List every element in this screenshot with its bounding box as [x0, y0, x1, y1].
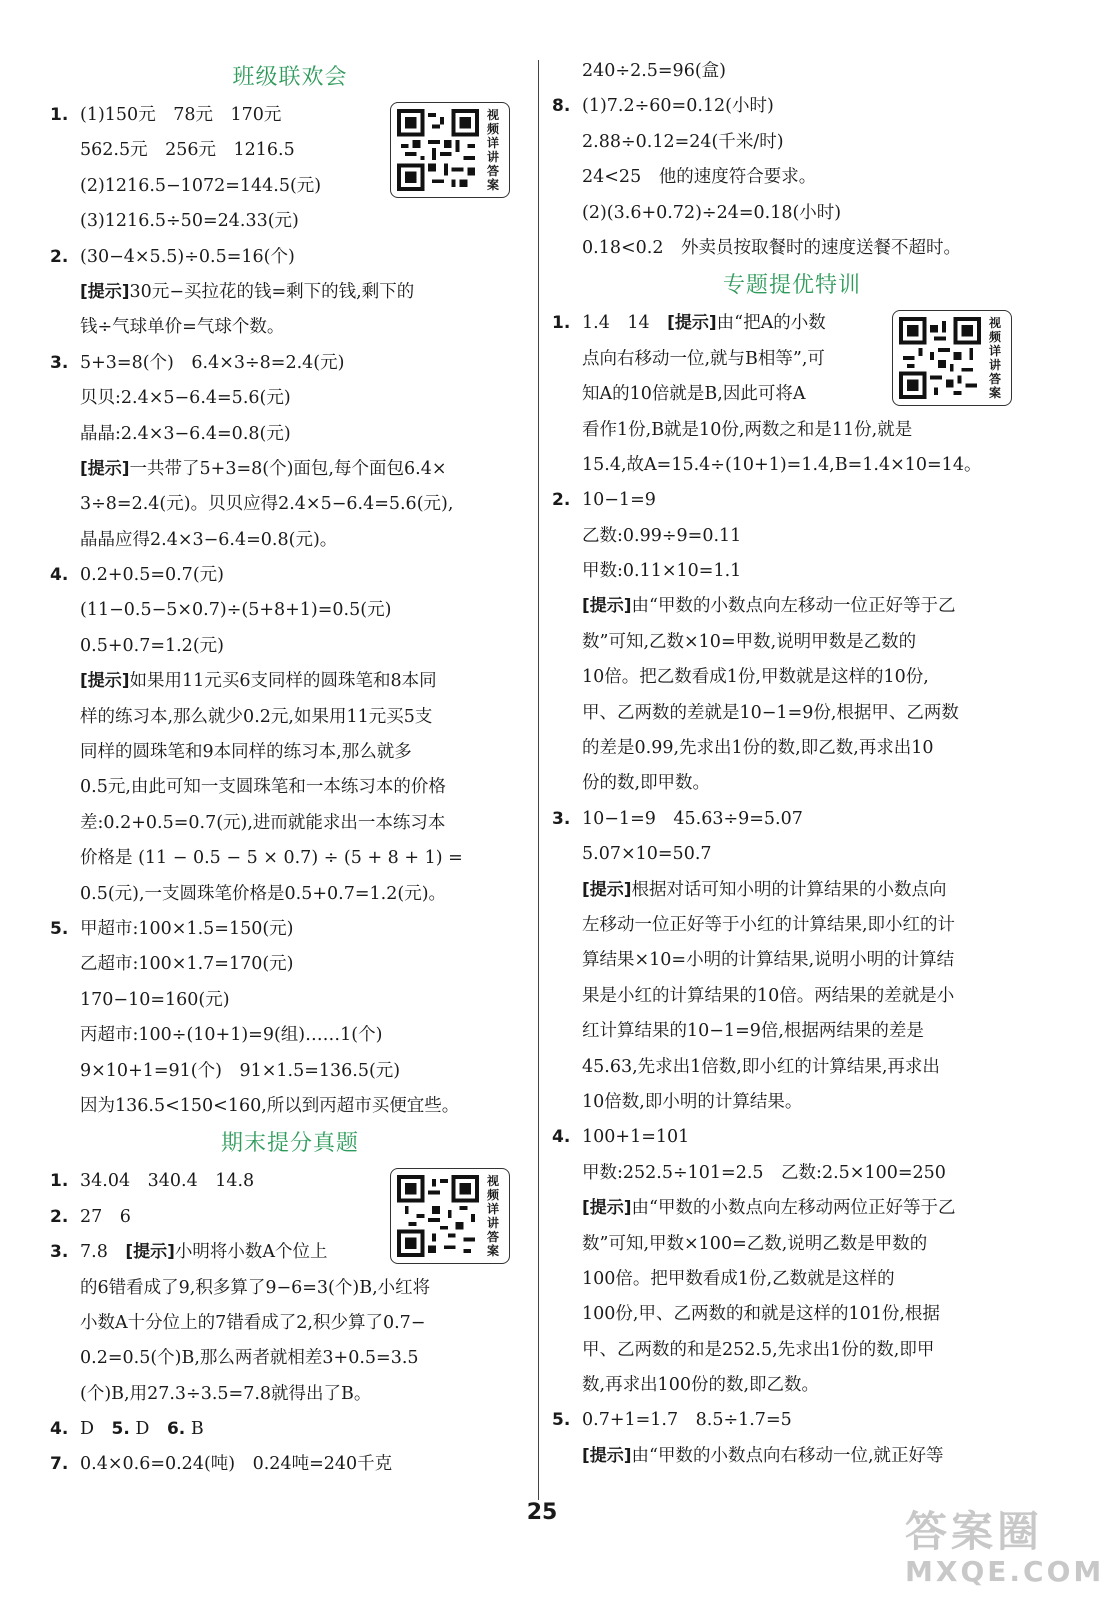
hint-line: 价格是 (11 − 0.5 − 5 × 0.7) ÷ (5 + 8 + 1) =	[80, 848, 463, 869]
answer-line: 2. 10−1=9	[552, 483, 1032, 518]
hint-line: 差:0.2+0.5=0.7(元),进而就能求出一本练习本	[80, 812, 446, 833]
qr-caption: 视频详讲答案	[486, 1174, 499, 1258]
question-number: 6.	[166, 1419, 186, 1440]
qr-caption: 视频详讲答案	[988, 316, 1001, 400]
question-number: 3.	[50, 352, 69, 373]
hint-line: 10倍数,即小明的计算结果。	[582, 1091, 803, 1112]
watermark-logo	[905, 1507, 1104, 1596]
hint-line: 0.2=0.5(个)B,那么两者就相差3+0.5=3.5	[80, 1348, 419, 1369]
answer-line: 240÷2.5=96(盒)	[582, 61, 726, 81]
question-number: 7.	[50, 1454, 69, 1475]
answer-line: 5. 0.7+1=1.7 8.5÷1.7=5	[552, 1403, 1032, 1438]
hint-line: 钱÷气球单价=气球个数。	[80, 317, 285, 338]
hint-line: 数”可知,甲数×100=乙数,说明乙数是甲数的	[582, 1233, 928, 1254]
answer-line: (3)1216.5÷50=24.33(元)	[80, 211, 299, 232]
question-number: 2.	[50, 1206, 69, 1227]
answer-line: 1. 1.4 14 [提示]由“把A的小数	[552, 306, 902, 341]
answer-line: (11−0.5−5×0.7)÷(5+8+1)=0.5(元)	[80, 600, 392, 621]
hint-line: 点向右移动一位,就与B相等”,可	[582, 348, 825, 369]
watermark-url: MXQE.COM	[905, 1555, 1104, 1588]
hint-line: (个)B,用27.3÷3.5=7.8就得出了B。	[80, 1383, 372, 1404]
hint-line: 果是小红的计算结果的10倍。两结果的差就是小	[582, 985, 955, 1006]
hint-line: 3÷8=2.4(元)。贝贝应得2.4×5−6.4=5.6(元),	[80, 494, 454, 515]
answer-line: 2. 27 6	[50, 1200, 400, 1235]
answer-line: 4. 100+1=101	[552, 1120, 1032, 1155]
hint-line: 数”可知,乙数×10=甲数,说明甲数是乙数的	[582, 631, 917, 652]
answer-line: 24<25 他的速度符合要求。	[582, 167, 817, 188]
question-number: 4.	[50, 565, 69, 586]
hint-line: 甲、乙两数的差就是10−1=9份,根据甲、乙两数	[582, 702, 959, 723]
question-number: 4.	[50, 1419, 69, 1440]
hint-line: 10倍。把乙数看成1份,甲数就是这样的10份,	[582, 667, 929, 688]
left-column	[50, 58, 530, 1483]
answer-line: 8. (1)7.2÷60=0.12(小时)	[552, 89, 1032, 124]
answer-line: 0.18<0.2 外卖员按取餐时的速度送餐不超时。	[582, 237, 961, 258]
answer-line: 甲数:0.11×10=1.1	[582, 561, 742, 582]
hint-line: 的6错看成了9,积多算了9−6=3(个)B,小红将	[80, 1277, 431, 1298]
answer-line: 贝贝:2.4×5−6.4=5.6(元)	[80, 388, 291, 409]
qr-code-icon	[899, 317, 981, 399]
hint-line: 知A的10倍就是B,因此可将A	[582, 384, 806, 405]
question-number: 8.	[552, 96, 571, 117]
answer-line: 1. 34.04 340.4 14.8	[50, 1164, 400, 1199]
hint-label: [提示]	[667, 313, 717, 334]
answer-line: (2)(3.6+0.72)÷24=0.18(小时)	[582, 202, 842, 223]
answer-line: 9×10+1=91(个) 91×1.5=136.5(元)	[80, 1060, 401, 1081]
hint-line: 的差是0.99,先求出1份的数,即乙数,再求出10	[582, 738, 934, 759]
hint-line: [提示]由“甲数的小数点向右移动一位,就正好等	[582, 1445, 944, 1466]
column-divider	[538, 60, 539, 1500]
hint-line: 45.63,先求出1倍数,即小红的计算结果,再求出	[582, 1056, 940, 1077]
question-number: 3.	[552, 808, 571, 829]
hint-label: [提示]	[582, 1445, 632, 1466]
hint-line: 小数A十分位上的7错看成了2,积少算了0.7−	[80, 1312, 426, 1333]
hint-line: 甲、乙两数的和是252.5,先求出1份的数,即甲	[582, 1339, 935, 1360]
hint-line: 算结果×10=小明的计算结果,说明小明的计算结	[582, 950, 955, 971]
answer-line: 4. D 5. D 6. B	[50, 1412, 530, 1447]
qr-code-video-answer[interactable]	[390, 1168, 510, 1264]
section-title-final-exam: 期末提分真题	[220, 1131, 359, 1157]
hint-line: [提示]一共带了5+3=8(个)面包,每个面包6.4×	[80, 458, 447, 479]
answer-line: 1. (1)150元 78元 170元	[50, 98, 400, 133]
question-number: 1.	[552, 313, 571, 334]
hint-line: 100倍。把甲数看成1份,乙数就是这样的	[582, 1268, 895, 1289]
answer-line: 7. 0.4×0.6=0.24(吨) 0.24吨=240千克	[50, 1447, 530, 1482]
hint-label: [提示]	[80, 281, 130, 302]
hint-line: 红计算结果的10−1=9倍,根据两结果的差是	[582, 1021, 924, 1042]
hint-line: 100份,甲、乙两数的和就是这样的101份,根据	[582, 1304, 940, 1325]
answer-line: 5. 甲超市:100×1.5=150(元)	[50, 912, 530, 947]
hint-label: [提示]	[582, 879, 632, 900]
answer-line: 2. (30−4×5.5)÷0.5=16(个)	[50, 240, 530, 275]
hint-line: [提示]如果用11元买6支同样的圆珠笔和8本同	[80, 671, 437, 692]
hint-line: [提示]30元−买拉花的钱=剩下的钱,剩下的	[80, 281, 415, 302]
page-number: 25	[526, 1500, 558, 1525]
hint-line: 15.4,故A=15.4÷(10+1)=1.4,B=1.4×10=14。	[582, 454, 982, 475]
watermark-text: 答案圈	[905, 1507, 1044, 1556]
hint-line: 0.5(元),一支圆珠笔价格是0.5+0.7=1.2(元)。	[80, 883, 447, 904]
answer-line: 4. 0.2+0.5=0.7(元)	[50, 558, 530, 593]
hint-line: 数,再求出100份的数,即乙数。	[582, 1375, 820, 1396]
answer-line: 170−10=160(元)	[80, 989, 230, 1010]
qr-code-icon	[397, 1175, 479, 1257]
answer-line: 晶晶:2.4×3−6.4=0.8(元)	[80, 423, 291, 444]
hint-line: 样的练习本,那么就少0.2元,如果用11元买5支	[80, 706, 433, 727]
section-title-class-party: 班级联欢会	[232, 65, 348, 90]
qr-code-icon	[397, 109, 479, 191]
hint-line: 同样的圆珠笔和9本同样的练习本,那么就多	[80, 742, 412, 763]
answer-line: 0.5+0.7=1.2(元)	[80, 635, 224, 656]
section-title-special-training: 专题提优特训	[722, 273, 861, 299]
answer-line: 5.07×10=50.7	[582, 844, 712, 865]
hint-line: 看作1份,B就是10份,两数之和是11份,就是	[582, 419, 913, 440]
answer-line: 甲数:252.5÷101=2.5 乙数:2.5×100=250	[582, 1162, 946, 1183]
question-number: 5.	[552, 1410, 571, 1431]
hint-line: 份的数,即甲数。	[582, 773, 711, 794]
question-number: 2.	[552, 490, 571, 511]
question-number: 4.	[552, 1127, 571, 1148]
question-number: 1.	[50, 1171, 69, 1192]
question-number: 3.	[50, 1242, 69, 1263]
hint-label: [提示]	[582, 596, 632, 617]
hint-label: [提示]	[80, 671, 130, 692]
hint-label: [提示]	[582, 1198, 632, 1219]
answer-line: 2.88÷0.12=24(千米/时)	[582, 131, 784, 152]
answer-line: (2)1216.5−1072=144.5(元)	[80, 175, 322, 196]
answer-line: 3. 10−1=9 45.63÷9=5.07	[552, 802, 1032, 837]
right-column	[552, 54, 1032, 1474]
hint-line: [提示]由“甲数的小数点向左移动两位正好等于乙	[582, 1198, 956, 1219]
answer-line: 乙超市:100×1.7=170(元)	[80, 954, 294, 975]
question-number: 1.	[50, 105, 69, 125]
qr-code-video-answer[interactable]	[390, 102, 510, 198]
answer-line: 3. 7.8 [提示]小明将小数A个位上	[50, 1235, 400, 1270]
qr-code-video-answer[interactable]	[892, 310, 1012, 406]
hint-line: [提示]根据对话可知小明的计算结果的小数点向	[582, 879, 947, 900]
hint-line: 左移动一位正好等于小红的计算结果,即小红的计	[582, 914, 956, 935]
answer-line: 3. 5+3=8(个) 6.4×3÷8=2.4(元)	[50, 346, 530, 381]
qr-caption: 视频详讲答案	[486, 108, 499, 192]
hint-line: [提示]由“甲数的小数点向左移动一位正好等于乙	[582, 596, 956, 617]
question-number: 5.	[50, 918, 69, 939]
hint-line: 0.5元,由此可知一支圆珠笔和一本练习本的价格	[80, 777, 446, 798]
hint-line: 晶晶应得2.4×3−6.4=0.8(元)。	[80, 529, 338, 550]
hint-label: [提示]	[80, 458, 130, 479]
answer-line: 乙数:0.99÷9=0.11	[582, 525, 742, 546]
question-number: 5.	[111, 1419, 130, 1440]
hint-label: [提示]	[125, 1242, 175, 1263]
answer-line: 因为136.5<150<160,所以到丙超市买便宜些。	[80, 1095, 460, 1116]
answer-line: 562.5元 256元 1216.5	[80, 140, 295, 161]
answer-line: 丙超市:100÷(10+1)=9(组)……1(个)	[80, 1025, 383, 1046]
question-number: 2.	[50, 246, 69, 267]
